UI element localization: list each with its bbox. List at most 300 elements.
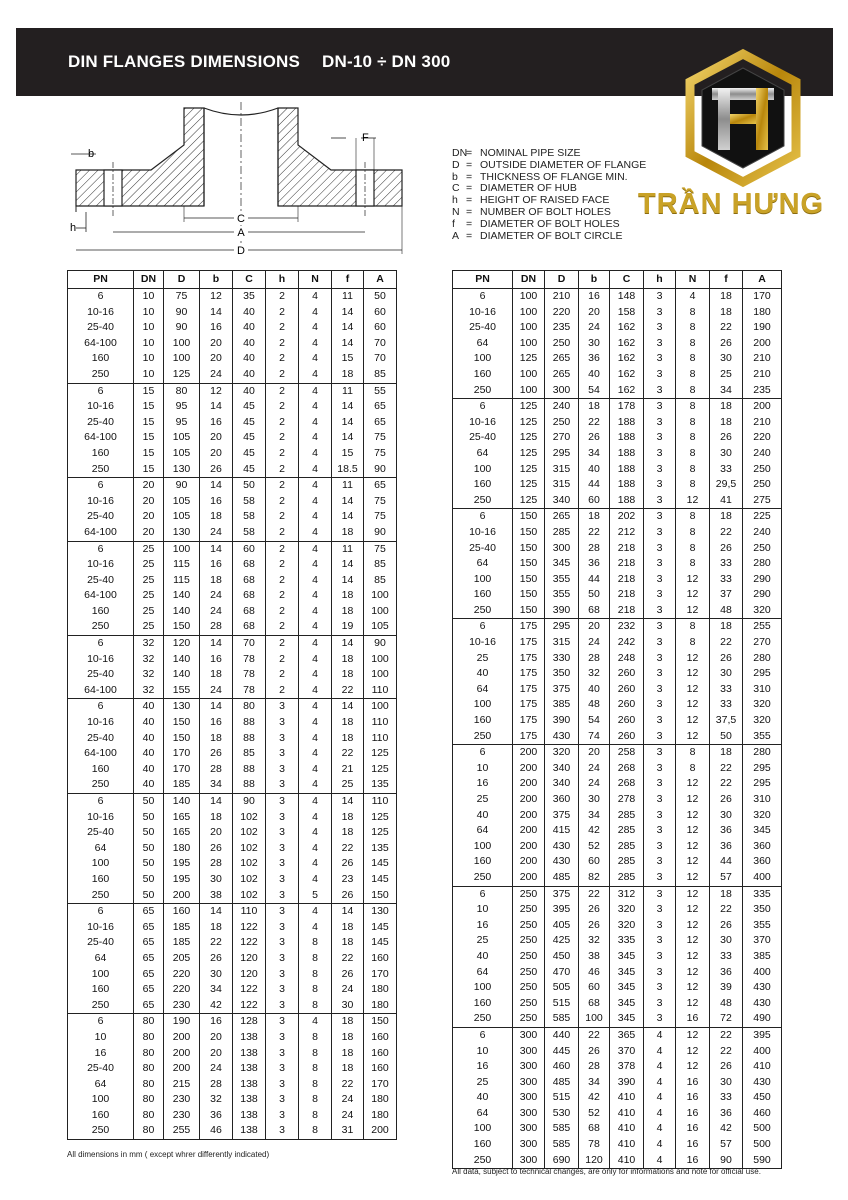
table-cell: 345: [743, 823, 782, 839]
table-cell: 80: [134, 1061, 164, 1077]
table-cell: 22: [332, 1077, 364, 1093]
table-cell: 6: [453, 509, 513, 525]
table-cell: 3: [644, 1011, 676, 1027]
table-cell: 75: [164, 289, 200, 305]
legend-key: h: [452, 194, 458, 207]
table-cell: 26: [332, 888, 364, 904]
table-cell: 188: [610, 462, 644, 478]
table-cell: 22: [579, 415, 610, 431]
table-cell: 8: [676, 745, 710, 761]
table-cell: 8: [676, 351, 710, 367]
table-cell: 22: [710, 1027, 743, 1043]
table-cell: 18: [332, 731, 364, 747]
table-cell: 42: [579, 823, 610, 839]
table-cell: 230: [164, 1108, 200, 1124]
table-cell: 430: [743, 980, 782, 996]
table-cell: 40: [453, 949, 513, 965]
column-header: N: [299, 271, 332, 289]
table-cell: 450: [545, 949, 579, 965]
table-cell: 2: [266, 289, 299, 305]
table-cell: 2: [266, 305, 299, 321]
table-cell: 14: [200, 904, 233, 920]
table-cell: 40: [134, 731, 164, 747]
table-cell: 68: [233, 604, 266, 620]
table-cell: 690: [545, 1153, 579, 1169]
table-cell: 8: [676, 430, 710, 446]
table-row: [68, 652, 397, 668]
table-cell: 6: [68, 699, 134, 715]
table-cell: 21: [332, 762, 364, 778]
table-cell: 2: [266, 383, 299, 399]
table-cell: 100: [453, 572, 513, 588]
table-cell: 3: [266, 1014, 299, 1030]
table-cell: 20: [200, 446, 233, 462]
table-cell: 122: [233, 920, 266, 936]
table-cell: 250: [68, 1123, 134, 1139]
table-cell: 4: [299, 509, 332, 525]
table-row: [68, 935, 397, 951]
table-row: [68, 794, 397, 810]
table-cell: 100: [68, 967, 134, 983]
table-cell: 26: [579, 430, 610, 446]
table-row: [68, 777, 397, 793]
table-cell: 40: [453, 1090, 513, 1106]
table-cell: 22: [332, 683, 364, 699]
table-cell: 14: [200, 636, 233, 652]
table-cell: 45: [233, 462, 266, 478]
table-cell: 2: [266, 683, 299, 699]
table-cell: 22: [710, 635, 743, 651]
table-cell: 210: [743, 415, 782, 431]
table-cell: 102: [233, 856, 266, 872]
table-cell: 175: [513, 713, 545, 729]
table-cell: 33: [710, 556, 743, 572]
table-cell: 24: [332, 1108, 364, 1124]
table-cell: 8: [299, 951, 332, 967]
table-cell: 12: [676, 870, 710, 886]
table-cell: 100: [513, 305, 545, 321]
table-cell: 345: [545, 556, 579, 572]
table-cell: 430: [545, 729, 579, 745]
table-cell: 15: [134, 399, 164, 415]
table-cell: 25: [710, 367, 743, 383]
table-cell: 125: [513, 415, 545, 431]
table-cell: 22: [332, 951, 364, 967]
table-cell: 270: [743, 635, 782, 651]
table-row: [68, 557, 397, 573]
table-cell: 360: [743, 839, 782, 855]
table-cell: 210: [743, 351, 782, 367]
table-cell: 200: [164, 1030, 200, 1046]
table-cell: 24: [200, 588, 233, 604]
table-cell: 125: [364, 762, 397, 778]
table-cell: 150: [513, 603, 545, 619]
dim-F-label: F: [362, 132, 369, 144]
table-cell: 250: [453, 870, 513, 886]
table-cell: 250: [68, 888, 134, 904]
table-cell: 16: [200, 652, 233, 668]
table-cell: 88: [233, 762, 266, 778]
table-cell: 38: [579, 949, 610, 965]
table-cell: 16: [68, 1046, 134, 1062]
table-cell: 15: [134, 383, 164, 399]
table-cell: 350: [545, 666, 579, 682]
table-cell: 20: [134, 509, 164, 525]
table-cell: 70: [364, 351, 397, 367]
column-header: DN: [134, 271, 164, 289]
table-cell: 11: [332, 541, 364, 557]
table-cell: 6: [453, 619, 513, 635]
table-cell: 250: [453, 383, 513, 399]
table-cell: 180: [364, 982, 397, 998]
table-cell: 29,5: [710, 477, 743, 493]
table-cell: 32: [134, 636, 164, 652]
table-cell: 64: [453, 682, 513, 698]
table-cell: 16: [579, 289, 610, 305]
table-cell: 8: [676, 635, 710, 651]
table-cell: 4: [299, 856, 332, 872]
table-cell: 10-16: [453, 635, 513, 651]
column-header: N: [676, 271, 710, 289]
table-cell: 68: [579, 1121, 610, 1137]
table-cell: 8: [676, 399, 710, 415]
table-cell: 26: [710, 651, 743, 667]
table-cell: 150: [513, 587, 545, 603]
table-cell: 8: [676, 477, 710, 493]
table-cell: 18: [332, 1014, 364, 1030]
table-cell: 300: [513, 1044, 545, 1060]
table-cell: 220: [164, 982, 200, 998]
table-cell: 64: [453, 965, 513, 981]
table-cell: 25-40: [453, 320, 513, 336]
table-cell: 40: [233, 336, 266, 352]
table-cell: 260: [610, 697, 644, 713]
table-cell: 360: [545, 792, 579, 808]
table-cell: 400: [743, 965, 782, 981]
dim-C-label: C: [237, 213, 245, 225]
table-cell: 2: [266, 351, 299, 367]
table-cell: 25-40: [68, 415, 134, 431]
table-cell: 10-16: [453, 415, 513, 431]
table-cell: 12: [676, 729, 710, 745]
table-cell: 3: [644, 949, 676, 965]
table-cell: 138: [233, 1077, 266, 1093]
table-row: [453, 509, 782, 525]
table-cell: 218: [610, 556, 644, 572]
table-cell: 26: [200, 841, 233, 857]
column-header: f: [710, 271, 743, 289]
table-cell: 18: [332, 1046, 364, 1062]
table-cell: 30: [710, 1075, 743, 1091]
table-cell: 3: [644, 477, 676, 493]
table-cell: 8: [299, 1061, 332, 1077]
column-header: h: [644, 271, 676, 289]
table-cell: 175: [513, 651, 545, 667]
table-cell: 8: [299, 998, 332, 1014]
table-cell: 160: [453, 477, 513, 493]
table-cell: 20: [579, 305, 610, 321]
table-cell: 345: [610, 996, 644, 1012]
table-cell: 250: [513, 902, 545, 918]
table-cell: 18: [332, 525, 364, 541]
table-cell: 32: [134, 667, 164, 683]
table-cell: 14: [332, 415, 364, 431]
table-cell: 125: [513, 430, 545, 446]
table-cell: 410: [610, 1137, 644, 1153]
table-row: [68, 525, 397, 541]
table-cell: 12: [676, 1044, 710, 1060]
table-cell: 45: [233, 430, 266, 446]
table-cell: 175: [513, 729, 545, 745]
table-cell: 8: [676, 415, 710, 431]
table-cell: 24: [332, 982, 364, 998]
table-cell: 285: [610, 808, 644, 824]
table-cell: 3: [266, 872, 299, 888]
table-cell: 18: [200, 667, 233, 683]
table-cell: 25: [453, 651, 513, 667]
table-cell: 78: [233, 652, 266, 668]
table-cell: 140: [164, 604, 200, 620]
table-cell: 2: [266, 588, 299, 604]
table-cell: 18: [710, 415, 743, 431]
table-cell: 102: [233, 825, 266, 841]
table-cell: 50: [233, 478, 266, 494]
table-cell: 3: [644, 808, 676, 824]
table-cell: 22: [710, 320, 743, 336]
table-cell: 340: [545, 776, 579, 792]
table-cell: 44: [579, 572, 610, 588]
table-cell: 45: [233, 446, 266, 462]
table-cell: 24: [579, 761, 610, 777]
table-cell: 115: [164, 573, 200, 589]
legend-key: N: [452, 205, 460, 218]
table-cell: 162: [610, 367, 644, 383]
table-cell: 18: [579, 509, 610, 525]
table-cell: 64: [68, 841, 134, 857]
table-cell: 40: [233, 383, 266, 399]
table-cell: 310: [743, 792, 782, 808]
table-cell: 18: [332, 604, 364, 620]
table-row: [68, 636, 397, 652]
table-cell: 25-40: [68, 1061, 134, 1077]
legend-text: DIAMETER OF HUB: [480, 182, 577, 195]
table-cell: 285: [545, 525, 579, 541]
table-cell: 50: [364, 289, 397, 305]
table-cell: 345: [610, 949, 644, 965]
table-cell: 100: [453, 980, 513, 996]
table-cell: 385: [743, 949, 782, 965]
table-cell: 200: [513, 808, 545, 824]
table-cell: 33: [710, 462, 743, 478]
table-cell: 145: [364, 920, 397, 936]
table-cell: 410: [610, 1121, 644, 1137]
table-cell: 500: [743, 1137, 782, 1153]
table-cell: 3: [266, 794, 299, 810]
table-cell: 150: [513, 541, 545, 557]
table-cell: 250: [513, 949, 545, 965]
table-cell: 20: [200, 1046, 233, 1062]
table-cell: 18: [332, 935, 364, 951]
table-cell: 122: [233, 935, 266, 951]
table-cell: 285: [610, 839, 644, 855]
table-cell: 10: [134, 336, 164, 352]
table-cell: 255: [164, 1123, 200, 1139]
table-cell: 270: [545, 430, 579, 446]
legend-item: [452, 231, 646, 243]
table-row: [68, 289, 397, 305]
table-cell: 250: [743, 541, 782, 557]
table-row: [453, 1075, 782, 1091]
table-cell: 355: [545, 572, 579, 588]
legend-equals: =: [466, 217, 473, 230]
table-cell: 14: [332, 573, 364, 589]
table-cell: 258: [610, 745, 644, 761]
table-cell: 100: [364, 667, 397, 683]
table-cell: 88: [233, 777, 266, 793]
legend-text: NOMINAL PIPE SIZE: [480, 147, 581, 159]
table-cell: 28: [579, 1059, 610, 1075]
table-cell: 300: [545, 383, 579, 399]
table-cell: 12: [676, 808, 710, 824]
table-cell: 30: [710, 446, 743, 462]
table-cell: 64-100: [68, 746, 134, 762]
table-cell: 40: [233, 367, 266, 383]
table-cell: 250: [453, 603, 513, 619]
table-cell: 35: [233, 289, 266, 305]
table-row: [68, 667, 397, 683]
table-cell: 8: [676, 462, 710, 478]
table-cell: 4: [299, 636, 332, 652]
table-cell: 68: [579, 996, 610, 1012]
table-cell: 400: [743, 870, 782, 886]
table-cell: 100: [164, 351, 200, 367]
table-cell: 75: [364, 446, 397, 462]
table-cell: 25-40: [68, 667, 134, 683]
table-cell: 218: [610, 572, 644, 588]
table-cell: 3: [266, 841, 299, 857]
table-cell: 3: [644, 839, 676, 855]
table-cell: 265: [545, 509, 579, 525]
table-cell: 6: [68, 1014, 134, 1030]
table-cell: 44: [579, 477, 610, 493]
table-row: [453, 587, 782, 603]
table-cell: 40: [453, 808, 513, 824]
column-header: PN: [68, 271, 134, 289]
table-cell: 4: [644, 1153, 676, 1169]
table-row: [68, 746, 397, 762]
table-cell: 33: [710, 949, 743, 965]
table-cell: 60: [364, 305, 397, 321]
table-row: [68, 810, 397, 826]
table-cell: 3: [644, 383, 676, 399]
table-cell: 4: [299, 920, 332, 936]
table-cell: 38: [200, 888, 233, 904]
table-cell: 300: [513, 1027, 545, 1043]
table-cell: 130: [164, 462, 200, 478]
table-cell: 10-16: [68, 652, 134, 668]
table-cell: 12: [676, 792, 710, 808]
table-cell: 320: [743, 697, 782, 713]
table-cell: 70: [233, 636, 266, 652]
legend-equals: =: [466, 229, 473, 242]
table-cell: 100: [164, 541, 200, 557]
table-cell: 11: [332, 289, 364, 305]
table-cell: 12: [676, 949, 710, 965]
table-cell: 415: [545, 823, 579, 839]
table-row: [68, 1061, 397, 1077]
table-cell: 12: [676, 980, 710, 996]
table-cell: 18: [332, 1061, 364, 1077]
table-cell: 60: [579, 980, 610, 996]
table-row: [453, 556, 782, 572]
table-cell: 188: [610, 430, 644, 446]
table-cell: 158: [610, 305, 644, 321]
table-cell: 26: [200, 951, 233, 967]
table-row: [453, 996, 782, 1012]
table-cell: 160: [453, 996, 513, 1012]
table-cell: 65: [134, 982, 164, 998]
table-cell: 4: [299, 746, 332, 762]
table-cell: 160: [453, 1137, 513, 1153]
table-cell: 148: [610, 289, 644, 305]
table-cell: 90: [164, 305, 200, 321]
table-cell: 320: [743, 713, 782, 729]
legend-key: f: [452, 217, 455, 230]
table-cell: 188: [610, 477, 644, 493]
table-cell: 80: [134, 1046, 164, 1062]
table-cell: 138: [233, 1046, 266, 1062]
table-cell: 30: [200, 967, 233, 983]
dim-D-label: D: [237, 245, 245, 257]
table-cell: 160: [453, 854, 513, 870]
table-cell: 100: [513, 320, 545, 336]
table-cell: 10-16: [68, 494, 134, 510]
table-cell: 3: [644, 619, 676, 635]
table-cell: 10: [453, 761, 513, 777]
table-cell: 100: [513, 336, 545, 352]
table-cell: 40: [233, 305, 266, 321]
table-cell: 4: [644, 1027, 676, 1043]
table-row: [453, 603, 782, 619]
table-cell: 268: [610, 776, 644, 792]
table-cell: 2: [266, 399, 299, 415]
table-cell: 18: [200, 920, 233, 936]
table-cell: 40: [579, 682, 610, 698]
legend-text: OUTSIDE DIAMETER OF FLANGE: [480, 158, 647, 171]
table-cell: 18.5: [332, 462, 364, 478]
table-cell: 15: [332, 351, 364, 367]
table-cell: 64-100: [68, 336, 134, 352]
table-cell: 390: [610, 1075, 644, 1091]
table-cell: 365: [610, 1027, 644, 1043]
column-header: f: [332, 271, 364, 289]
table-cell: 18: [710, 745, 743, 761]
table-cell: 335: [610, 933, 644, 949]
legend-text: DIAMETER OF BOLT HOLES: [480, 217, 620, 230]
table-cell: 440: [545, 1027, 579, 1043]
table-cell: 268: [610, 761, 644, 777]
legend-equals: =: [466, 147, 473, 159]
table-cell: 12: [676, 651, 710, 667]
table-cell: 12: [676, 603, 710, 619]
table-cell: 375: [545, 808, 579, 824]
table-cell: 57: [710, 1137, 743, 1153]
table-cell: 10: [134, 305, 164, 321]
table-cell: 162: [610, 383, 644, 399]
table-row: [68, 731, 397, 747]
legend-key: D: [452, 158, 460, 171]
table-row: [453, 651, 782, 667]
